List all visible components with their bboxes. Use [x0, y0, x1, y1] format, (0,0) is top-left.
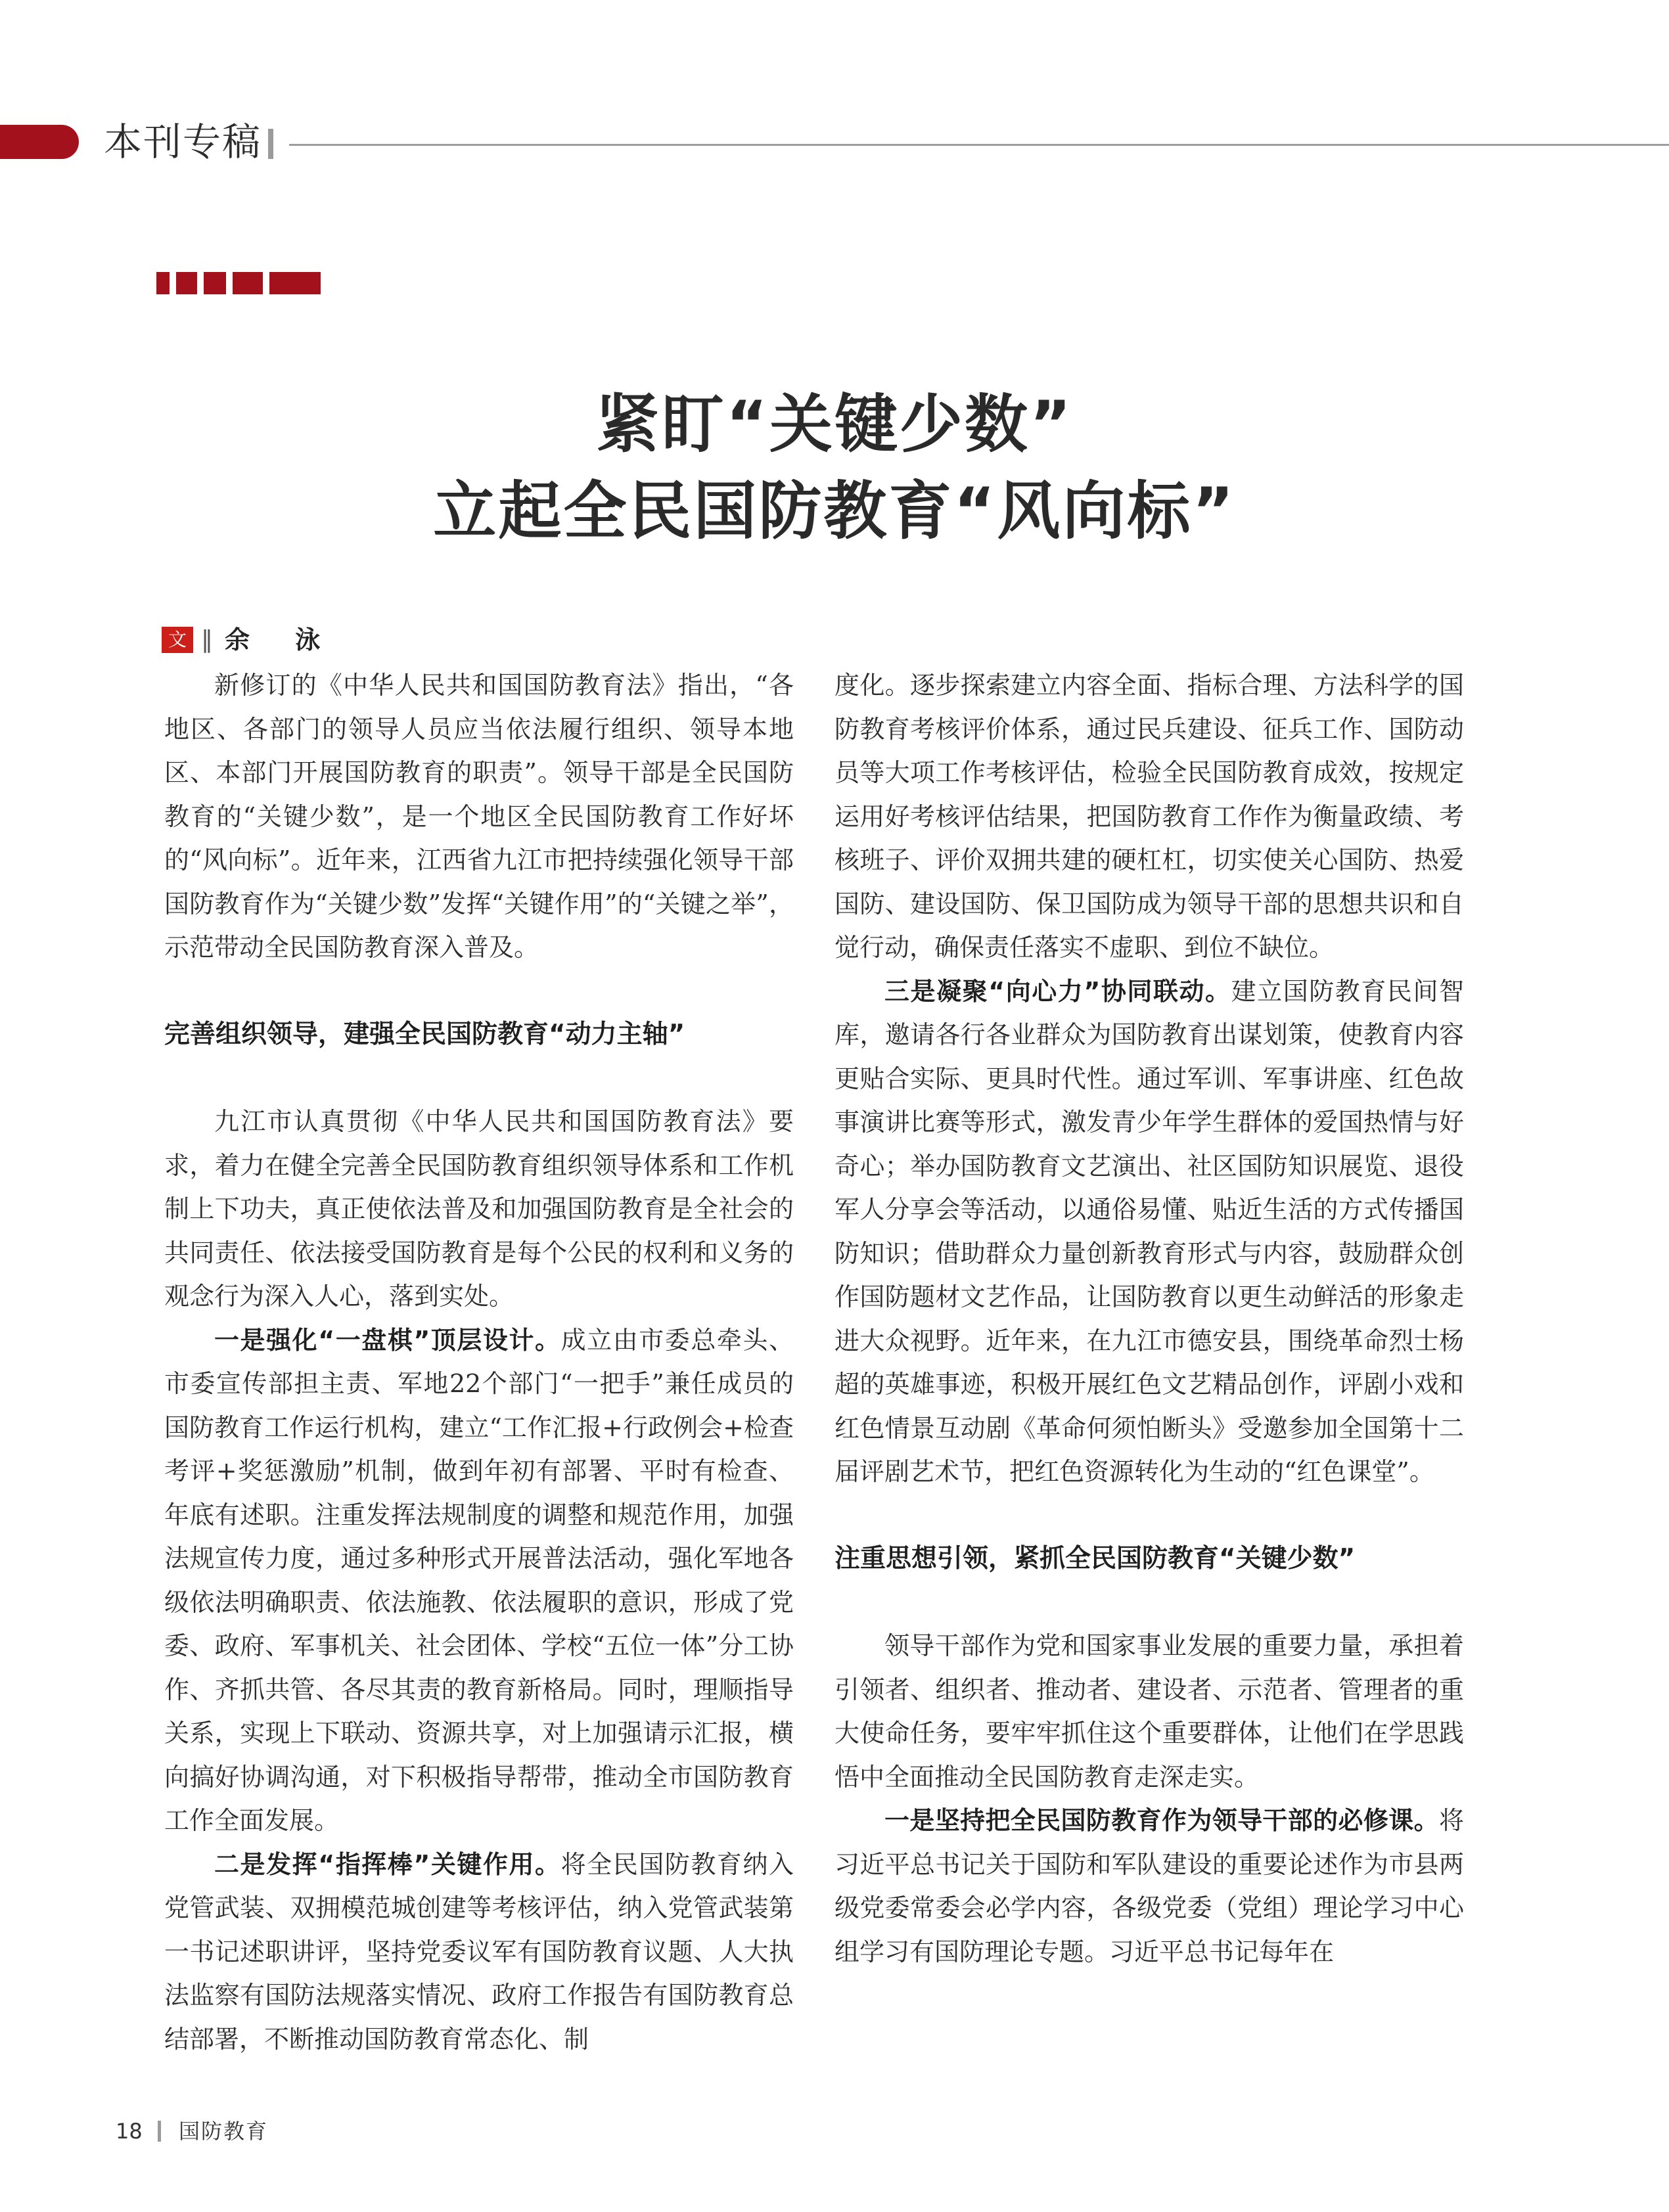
point-4-body: 将习近平总书记关于国防和军队建设的重要论述作为市县两级党委常委会必学内容，各级党委（党组）理论学习中心组学习有国防理论专题。习近平总书记每年在 — [834, 1806, 1464, 1966]
point-1-body: 成立由市委总牵头、市委宣传部担主责、军地22个部门“一把手”兼任成员的国防教育工作运行机构，建立“工作汇报+行政例会+检查考评+奖惩激励”机制，做到年初有部署、平时有检查、年底有述职。注重发挥法规制度的调整和规范作用，加强法规宣传力度，通过多种形式开展普法活动，强化军地各级依法明确职责、依法施教、依法履职的意识，形成了党委、政府、军事机关、社会团体、学校“五位一体”分工协作、齐抓共管、各尽其责的教育新格局。同时，理顺指导关系，实现上下联动、资源共享，对上加强请示汇报，横向搞好协调沟通，对下积极指导帮带，推动全市国防教育工作全面发展。 — [164, 1325, 794, 1835]
byline-separator: ‖ — [201, 626, 213, 653]
point-3-lead: 三是凝聚“向心力”协同联动。 — [884, 976, 1231, 1006]
point-1-lead: 一是强化“一盘棋”顶层设计。 — [214, 1325, 561, 1355]
right-column — [834, 664, 1464, 1974]
header-separator — [268, 129, 273, 159]
point-2-lead: 二是发挥“指挥棒”关键作用。 — [214, 1849, 561, 1879]
left-column — [164, 664, 794, 2061]
point-4-lead: 一是坚持把全民国防教育作为领导干部的必修课。 — [884, 1806, 1439, 1835]
intro-paragraph: 新修订的《中华人民共和国国防教育法》指出，“各地区、各部门的领导人员应当依法履行组织、领导本地区、本部门开展国防教育的职责”。领导干部是全民国防教育的“关键少数”，是一个地区全民国防教育工作好坏的“风向标”。近年来，江西省九江市把持续强化领导干部国防教育作为“关键少数”发挥“关键作用”的“关键之举”，示范带动全民国防教育深入普及。 — [164, 671, 794, 962]
article-title-line-2: 立起全民国防教育“风向标” — [433, 474, 1236, 548]
point-3-body: 建立国防教育民间智库，邀请各行各业群众为国防教育出谋划策，使教育内容更贴合实际、更具时代性。通过军训、军事讲座、红色故事演讲比赛等形式，激发青少年学生群体的爱国热情与好奇心；举办国防教育文艺演出、社区国防知识展览、退役军人分享会等活动，以通俗易懂、贴近生活的方式传播国防知识；借助群众力量创新教育形式与内容，鼓励群众创作国防题材文艺作品，让国防教育以更生动鲜活的形象走进大众视野。近年来，在九江市德安县，围绕革命烈士杨超的英雄事迹，积极开展红色文艺精品创作，评剧小戏和红色情景互动剧《革命何须怕断头》受邀参加全国第十二届评剧艺术节，把红色资源转化为生动的“红色课堂”。 — [834, 976, 1464, 1486]
footer-separator — [158, 2121, 161, 2142]
byline-badge: 文 — [162, 627, 193, 653]
page-number: 18 — [116, 2119, 143, 2144]
section-tab-marker — [0, 125, 79, 159]
red-block — [156, 272, 170, 294]
section-label: 本刊专稿 — [104, 120, 262, 164]
red-block — [269, 272, 321, 294]
point-4-paragraph — [834, 1799, 1464, 1974]
section2-paragraph: 领导干部作为党和国家事业发展的重要力量，承担着引领者、组织者、推动者、建设者、示范者、管理者的重大使命任务，要牢牢抓住这个重要群体，让他们在学思践悟中全面推动全民国防教育走深走实。 — [834, 1631, 1464, 1792]
journal-name: 国防教育 — [179, 2119, 269, 2144]
point-1-paragraph — [164, 1319, 794, 1843]
point-2-paragraph — [164, 1843, 794, 2062]
section-heading-1: 完善组织领导，建强全民国防教育“动力主轴” — [164, 1019, 685, 1049]
red-block — [176, 272, 197, 294]
section-heading-2: 注重思想引领，紧抓全民国防教育“关键少数” — [834, 1543, 1356, 1573]
section1-paragraph: 九江市认真贯彻《中华人民共和国国防教育法》要求，着力在健全完善全民国防教育组织领导体系和工作机制上下功夫，真正使依法普及和加强国防教育是全社会的共同责任、依法接受国防教育是每个公民的权利和义务的观念行为深入人心，落到实处。 — [164, 1107, 794, 1311]
byline-author: 余 泳 — [225, 625, 339, 654]
red-block — [233, 272, 263, 294]
point-2-body: 将全民国防教育纳入党管武装、双拥模范城创建等考核评估，纳入党管武装第一书记述职讲评，坚持党委议军有国防教育议题、人大执法监察有国防法规落实情况、政府工作报告有国防教育总结部署，不断推动国防教育常态化、制 — [164, 1849, 794, 2054]
header-rule — [289, 144, 1669, 146]
article-title-line-1: 紧盯“关键少数” — [595, 388, 1074, 461]
continued-paragraph: 度化。逐步探索建立内容全面、指标合理、方法科学的国防教育考核评价体系，通过民兵建设、征兵工作、国防动员等大项工作考核评估，检验全民国防教育成效，按规定运用好考核评估结果，把国防教育工作作为衡量政绩、考核班子、评价双拥共建的硬杠杠，切实使关心国防、热爱国防、建设国防、保卫国防成为领导干部的思想共识和自觉行动，确保责任落实不虚职、到位不缺位。 — [834, 671, 1464, 962]
point-3-paragraph — [834, 970, 1464, 1494]
red-block — [204, 272, 226, 294]
